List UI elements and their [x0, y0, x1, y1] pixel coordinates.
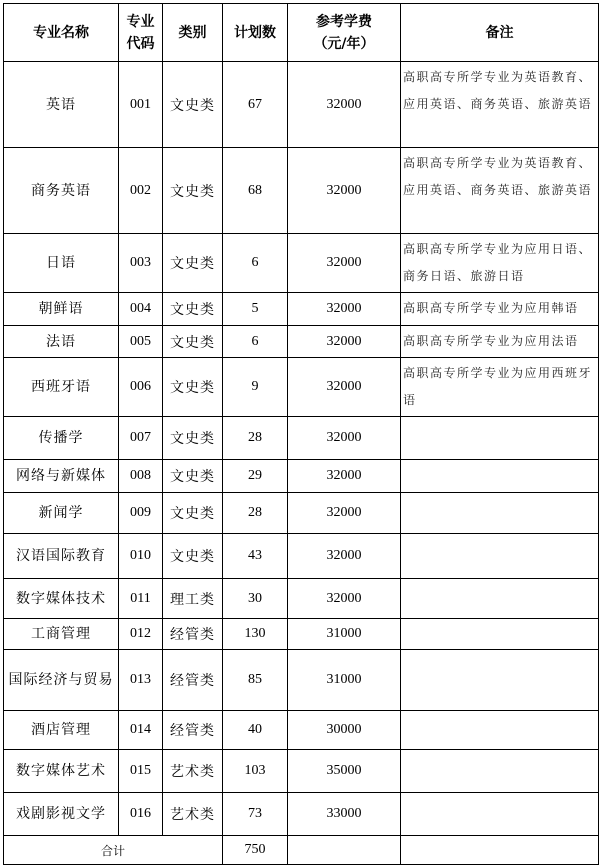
cell-major-name: 西班牙语 [4, 358, 119, 417]
cell-fee: 32000 [288, 579, 401, 619]
cell-fee: 31000 [288, 619, 401, 650]
cell-category: 文史类 [163, 293, 223, 326]
table-row [4, 793, 599, 836]
cell-major-name: 英语 [4, 62, 119, 148]
cell-plan-count: 43 [223, 534, 288, 579]
cell-category: 文史类 [163, 62, 223, 148]
header-plan-count: 计划数 [223, 4, 288, 62]
cell-note [401, 493, 599, 534]
cell-major-code: 005 [119, 326, 163, 358]
cell-category: 文史类 [163, 358, 223, 417]
cell-major-code: 002 [119, 148, 163, 234]
cell-major-code: 003 [119, 234, 163, 293]
header-code-line2: 代码 [126, 35, 155, 52]
cell-note [401, 619, 599, 650]
table-row [4, 493, 599, 534]
cell-note [401, 417, 599, 460]
cell-major-code: 004 [119, 293, 163, 326]
cell-major-code: 010 [119, 534, 163, 579]
cell-fee: 33000 [288, 793, 401, 836]
cell-fee: 32000 [288, 534, 401, 579]
cell-major-code: 009 [119, 493, 163, 534]
cell-note: 高职高专所学专业为应用法语 [401, 326, 599, 358]
cell-category: 文史类 [163, 534, 223, 579]
cell-fee: 35000 [288, 750, 401, 793]
cell-plan-count: 130 [223, 619, 288, 650]
table-row [4, 711, 599, 750]
cell-plan-count: 28 [223, 493, 288, 534]
cell-category: 艺术类 [163, 750, 223, 793]
cell-note: 高职高专所学专业为应用西班牙语 [401, 358, 599, 417]
cell-major-name: 日语 [4, 234, 119, 293]
cell-major-name: 网络与新媒体 [4, 460, 119, 493]
header-notes: 备注 [401, 4, 599, 62]
cell-category: 文史类 [163, 417, 223, 460]
cell-plan-count: 68 [223, 148, 288, 234]
cell-major-code: 006 [119, 358, 163, 417]
cell-note [401, 793, 599, 836]
cell-major-code: 008 [119, 460, 163, 493]
cell-category: 文史类 [163, 326, 223, 358]
cell-note [401, 579, 599, 619]
cell-plan-count: 29 [223, 460, 288, 493]
cell-fee: 32000 [288, 358, 401, 417]
cell-category: 文史类 [163, 460, 223, 493]
total-row [4, 836, 599, 865]
cell-major-code: 001 [119, 62, 163, 148]
table-row [4, 293, 599, 326]
table-body [4, 62, 599, 865]
cell-fee: 32000 [288, 493, 401, 534]
cell-note: 高职高专所学专业为英语教育、应用英语、商务英语、旅游英语 [401, 62, 599, 148]
table-row [4, 579, 599, 619]
cell-major-name: 国际经济与贸易 [4, 650, 119, 711]
cell-fee: 32000 [288, 234, 401, 293]
table-row [4, 417, 599, 460]
cell-fee: 30000 [288, 711, 401, 750]
table-row [4, 62, 599, 148]
table-row [4, 619, 599, 650]
cell-major-name: 新闻学 [4, 493, 119, 534]
cell-major-name: 数字媒体技术 [4, 579, 119, 619]
cell-category: 文史类 [163, 234, 223, 293]
cell-category: 经管类 [163, 619, 223, 650]
cell-plan-count: 30 [223, 579, 288, 619]
cell-major-name: 数字媒体艺术 [4, 750, 119, 793]
cell-category: 文史类 [163, 493, 223, 534]
cell-plan-count: 6 [223, 234, 288, 293]
header-fee [288, 4, 401, 62]
cell-major-code: 016 [119, 793, 163, 836]
cell-major-code: 015 [119, 750, 163, 793]
total-note-empty [401, 836, 599, 865]
cell-major-code: 014 [119, 711, 163, 750]
table-row [4, 234, 599, 293]
cell-plan-count: 40 [223, 711, 288, 750]
total-fee-empty [288, 836, 401, 865]
table-row [4, 326, 599, 358]
total-plan-count: 750 [223, 836, 288, 865]
cell-note [401, 650, 599, 711]
cell-note: 高职高专所学专业为应用韩语 [401, 293, 599, 326]
cell-category: 经管类 [163, 711, 223, 750]
cell-major-code: 007 [119, 417, 163, 460]
cell-plan-count: 9 [223, 358, 288, 417]
cell-fee: 32000 [288, 417, 401, 460]
cell-category: 艺术类 [163, 793, 223, 836]
cell-fee: 32000 [288, 326, 401, 358]
cell-fee: 32000 [288, 293, 401, 326]
cell-major-name: 传播学 [4, 417, 119, 460]
cell-category: 经管类 [163, 650, 223, 711]
cell-category: 理工类 [163, 579, 223, 619]
cell-plan-count: 67 [223, 62, 288, 148]
cell-major-code: 013 [119, 650, 163, 711]
cell-category: 文史类 [163, 148, 223, 234]
table-row [4, 750, 599, 793]
cell-major-name: 工商管理 [4, 619, 119, 650]
cell-plan-count: 6 [223, 326, 288, 358]
header-row [4, 4, 599, 62]
cell-fee: 31000 [288, 650, 401, 711]
cell-major-name: 商务英语 [4, 148, 119, 234]
cell-plan-count: 5 [223, 293, 288, 326]
cell-major-code: 011 [119, 579, 163, 619]
table-row [4, 148, 599, 234]
header-code-line1: 专业 [126, 13, 155, 30]
cell-note [401, 711, 599, 750]
cell-major-name: 法语 [4, 326, 119, 358]
header-fee-line1: 参考学费 [316, 13, 372, 30]
cell-note [401, 460, 599, 493]
cell-major-name: 酒店管理 [4, 711, 119, 750]
cell-major-name: 朝鲜语 [4, 293, 119, 326]
cell-major-name: 汉语国际教育 [4, 534, 119, 579]
header-fee-line2: （元/年） [313, 35, 375, 52]
enrollment-plan-table [3, 3, 599, 865]
cell-fee: 32000 [288, 460, 401, 493]
cell-plan-count: 73 [223, 793, 288, 836]
header-category: 类别 [163, 4, 223, 62]
header-major-code [119, 4, 163, 62]
header-major-name: 专业名称 [4, 4, 119, 62]
cell-note: 高职高专所学专业为应用日语、商务日语、旅游日语 [401, 234, 599, 293]
total-label: 合计 [4, 836, 223, 865]
cell-fee: 32000 [288, 62, 401, 148]
table-row [4, 650, 599, 711]
cell-plan-count: 28 [223, 417, 288, 460]
table-row [4, 460, 599, 493]
table-row [4, 358, 599, 417]
cell-note [401, 750, 599, 793]
cell-note [401, 534, 599, 579]
cell-plan-count: 85 [223, 650, 288, 711]
cell-major-code: 012 [119, 619, 163, 650]
cell-plan-count: 103 [223, 750, 288, 793]
cell-fee: 32000 [288, 148, 401, 234]
cell-major-name: 戏剧影视文学 [4, 793, 119, 836]
cell-note: 高职高专所学专业为英语教育、应用英语、商务英语、旅游英语 [401, 148, 599, 234]
table-row [4, 534, 599, 579]
